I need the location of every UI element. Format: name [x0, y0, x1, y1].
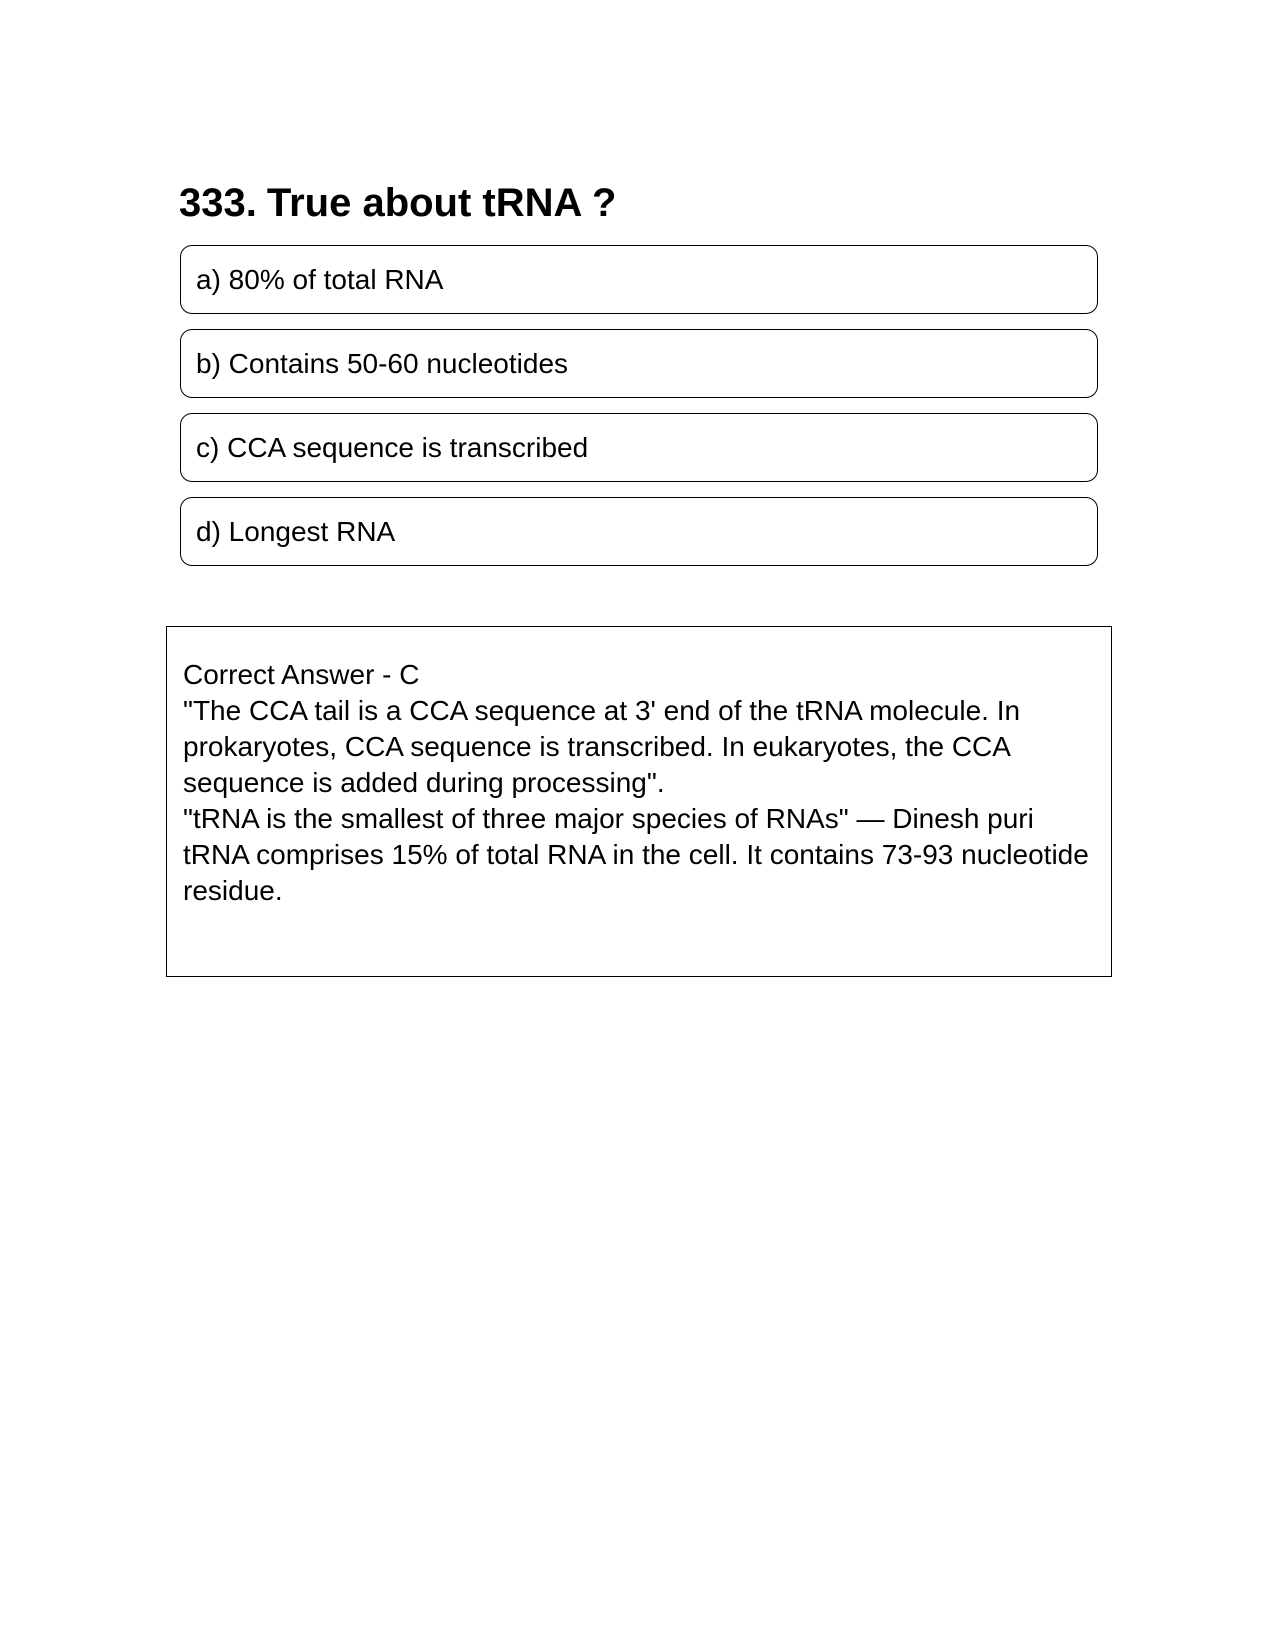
option-c[interactable] — [180, 413, 1098, 482]
correct-answer-heading: Correct Answer - C — [183, 659, 420, 690]
option-d-label: d) Longest RNA — [196, 515, 396, 547]
option-b-label: b) Contains 50-60 nucleotides — [196, 347, 569, 379]
answer-explanation-box — [166, 626, 1112, 977]
option-a[interactable] — [180, 245, 1098, 314]
option-d[interactable] — [180, 497, 1098, 566]
explanation-paragraph-1: "The CCA tail is a CCA sequence at 3' end of the tRNA molecule. In prokaryotes, CCA sequence is transcribed. In eukaryotes, the CCA sequence is added during processing". — [183, 695, 1021, 798]
option-a-label: a) 80% of total RNA — [196, 263, 444, 295]
options-list — [180, 245, 1098, 581]
question-title — [179, 178, 616, 228]
question-number: 333. — [179, 181, 257, 225]
option-b[interactable] — [180, 329, 1098, 398]
explanation-paragraph-3: tRNA comprises 15% of total RNA in the cell. It contains 73-93 nucleotide residue. — [183, 839, 1089, 906]
explanation-paragraph-2: "tRNA is the smallest of three major species of RNAs" — Dinesh puri — [183, 803, 1034, 834]
question-text: True about tRNA ? — [266, 181, 617, 225]
option-c-label: c) CCA sequence is transcribed — [196, 431, 589, 463]
